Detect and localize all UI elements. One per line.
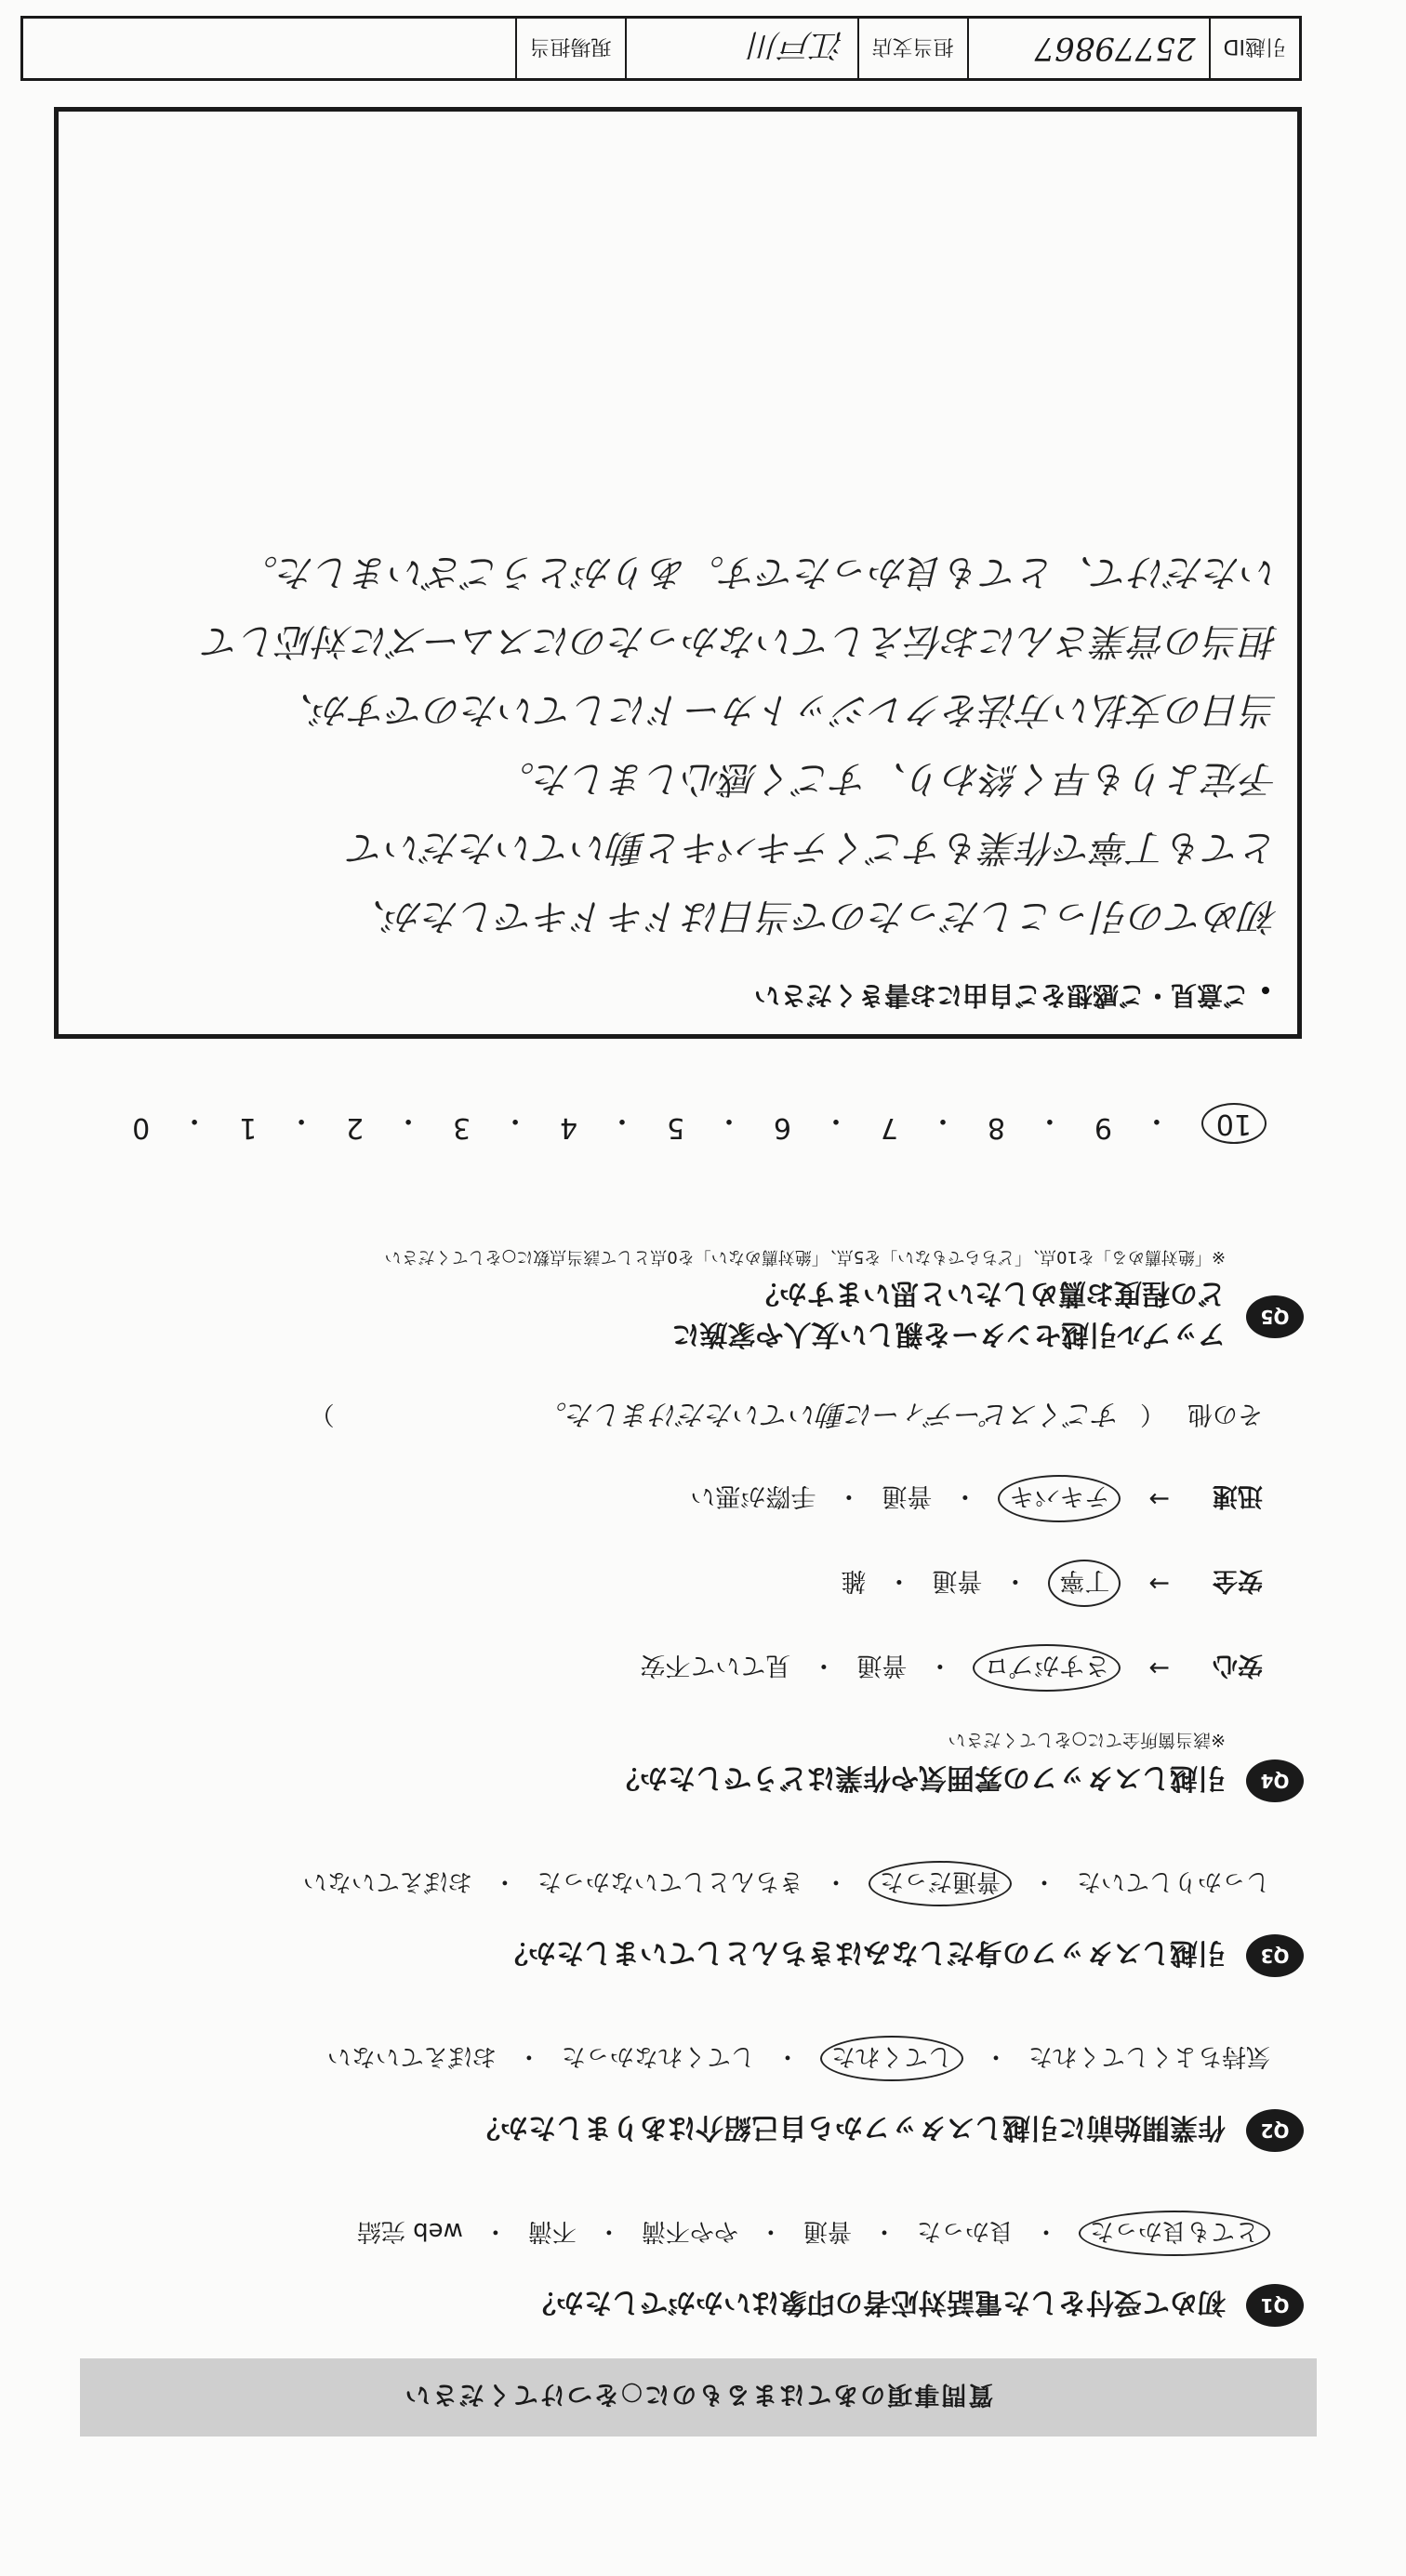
q4-row-3-option-3[interactable]: 手際が悪い — [690, 1481, 816, 1510]
score-9[interactable]: 9 — [1094, 1111, 1112, 1144]
q3-option-3[interactable]: きちんとしていなかった — [537, 1867, 803, 1895]
q3-option-1[interactable]: しっかりしていた — [1076, 1867, 1270, 1895]
q2-option-2[interactable]: してくれた — [820, 2036, 963, 2081]
branch-label: 担当支店 — [857, 19, 967, 78]
score-5[interactable]: 5 — [666, 1111, 685, 1144]
q1-option-1[interactable]: とても良かった — [1079, 2211, 1270, 2256]
q1-option-2[interactable]: 良かった — [916, 2217, 1014, 2245]
q2-option-3[interactable]: してくれなかった — [561, 2042, 755, 2070]
q4-row-2-option-2[interactable]: 普通 — [932, 1566, 983, 1595]
q5-text-line1: アップル引越センターを親しい友人や家族に — [671, 1318, 1226, 1350]
instruction-banner: 質問事項のあてはまるものに○をつけてください — [80, 2358, 1317, 2437]
q5-text-line2: どの程度お薦めしたいと思いますか？ — [751, 1277, 1226, 1309]
q4-row-3-option-1[interactable]: テキパキ — [998, 1475, 1121, 1522]
q3-text: 引越しスタッフの身だしなみはきちんとしていましたか？ — [500, 1936, 1226, 1969]
comment-box[interactable] — [54, 107, 1302, 1039]
comment-line-3: 予定よりも早く終わり、すごく感心しました。 — [497, 757, 1279, 800]
q4-text: 引越しスタッフの雰囲気や作業はどうでしたか？ — [612, 1761, 1226, 1794]
q2-option-4[interactable]: おぼえていない — [326, 2042, 497, 2070]
comment-line-1: 初めての引っこしだったので当日はドキドキでしたが、 — [349, 895, 1279, 937]
branch-value: 江戸川 — [625, 19, 857, 78]
bullet-icon — [1262, 987, 1269, 994]
score-8[interactable]: 8 — [987, 1111, 1005, 1144]
q4-other-open: （ — [1140, 1400, 1165, 1429]
q5-scale: 10 ・ 9 ・ 8 ・ 7 ・ 6 ・ 5 ・ 4 ・ 3 ・ 2 ・ 1 ・ 0 — [132, 1103, 1267, 1144]
q4-row-1-arrow: → — [1148, 1653, 1170, 1682]
q4-row-2-option-1[interactable]: 丁寧 — [1048, 1560, 1121, 1607]
score-3[interactable]: 3 — [453, 1111, 471, 1144]
score-1[interactable]: 1 — [239, 1111, 258, 1144]
q2-badge: Q2 — [1246, 2109, 1304, 2152]
id-strip — [20, 16, 1302, 81]
comment-text — [88, 538, 1279, 950]
q4-note: ※該当箇所全てに○をしてください — [948, 1730, 1226, 1750]
q2-option-1[interactable]: 気持ちよくしてくれた — [1028, 2042, 1270, 2070]
q1-option-4[interactable]: やや不満 — [641, 2217, 738, 2245]
q3-option-2[interactable]: 普通だった — [869, 1861, 1012, 1906]
q4-other — [76, 1397, 1304, 1438]
q5-note: ※「絶対薦める」を10点、「どちらでもない」を5点、「絶対薦めない」を0点として該当点数に○をしてください — [384, 1247, 1226, 1267]
question-3: Q3 引越しスタッフの身だしなみはきちんとしていましたか？ しっかりしていた ・ 普通だった ・ きちんとしていなかった ・ おぼえていない — [76, 1861, 1304, 1977]
staff-label: 現場担当 — [515, 19, 625, 78]
q4-row-2-label: 安全 — [1213, 1566, 1263, 1595]
move-id-value: 25779867 — [967, 19, 1209, 78]
q4-row-2-option-3[interactable]: 雑 — [841, 1566, 867, 1595]
score-7[interactable]: 7 — [880, 1111, 898, 1144]
comment-title: ご意見・ご感想をご自由にお書きください — [754, 978, 1269, 1016]
q4-row-3-label: 迅速 — [1213, 1481, 1263, 1510]
q1-badge: Q1 — [1246, 2284, 1304, 2327]
question-2: Q2 作業開始前に引越しスタッフから自己紹介はありましたか？ 気持ちよくしてくれた ・ してくれた ・ してくれなかった ・ おぼえていない — [76, 2036, 1304, 2152]
comment-line-6: いただけて、とても良かったです。ありがとうございました。 — [241, 551, 1279, 593]
move-id-label: 引越ID — [1209, 19, 1299, 78]
q3-badge: Q3 — [1246, 1934, 1304, 1977]
q1-option-5[interactable]: 不満 — [527, 2217, 577, 2245]
score-10[interactable]: 10 — [1201, 1103, 1267, 1144]
staff-value-field[interactable] — [23, 19, 515, 78]
q3-option-4[interactable]: おぼえていない — [302, 1867, 472, 1895]
comment-line-2: とても丁寧で作業もすごくテキパキと動いていただいて — [349, 826, 1279, 869]
q1-option-6[interactable]: web 完結 — [356, 2217, 463, 2245]
q4-row-anshin: 安心 → さすがプロ ・ 普通 ・ 見ていて不安 — [76, 1644, 1304, 1692]
score-4[interactable]: 4 — [560, 1111, 578, 1144]
q4-row-jinsoku: 迅速 → テキパキ ・ 普通 ・ 手際が悪い — [76, 1475, 1304, 1522]
q1-option-3[interactable]: 普通 — [802, 2217, 852, 2245]
question-5 — [76, 1246, 1304, 1358]
q4-row-1-label: 安心 — [1213, 1651, 1263, 1680]
q4-row-3-option-2[interactable]: 普通 — [882, 1481, 933, 1510]
q5-badge: Q5 — [1246, 1295, 1304, 1338]
q4-other-label: その他 — [1187, 1400, 1263, 1429]
question-1: Q1 初めて受付をした電話対応者の印象はいかがでしたか？ とても良かった ・ 良かった ・ 普通 ・ やや不満 ・ 不満 ・ web 完結 — [76, 2211, 1304, 2327]
score-0[interactable]: 0 — [132, 1111, 151, 1144]
score-6[interactable]: 6 — [773, 1111, 792, 1144]
q4-other-close: ） — [309, 1400, 335, 1429]
q4-other-answer[interactable]: すごくスピーディーに動いていただけました。 — [538, 1398, 1121, 1430]
question-4 — [76, 1397, 1304, 1802]
q4-row-1-option-3[interactable]: 見ていて不安 — [640, 1651, 791, 1680]
q4-row-1-option-2[interactable]: 普通 — [856, 1651, 908, 1680]
q2-text: 作業開始前に引越しスタッフから自己紹介はありましたか？ — [472, 2111, 1226, 2144]
score-2[interactable]: 2 — [346, 1111, 365, 1144]
q4-row-anzen: 安全 → 丁寧 ・ 普通 ・ 雑 — [76, 1560, 1304, 1607]
q4-row-3-arrow: → — [1148, 1484, 1170, 1513]
q4-row-2-arrow: → — [1148, 1569, 1170, 1598]
comment-line-4: 当日の支払い方法をクレジットカードにしていたのですが、 — [276, 688, 1279, 731]
q1-text: 初めて受付をした電話対応者の印象はいかがでしたか？ — [528, 2286, 1226, 2318]
comment-line-5: 担当の営業さんにお伝えしていなかったのにスムーズに対応して — [204, 619, 1279, 662]
q4-badge: Q4 — [1246, 1759, 1304, 1802]
q4-row-1-option-1[interactable]: さすがプロ — [973, 1644, 1121, 1692]
